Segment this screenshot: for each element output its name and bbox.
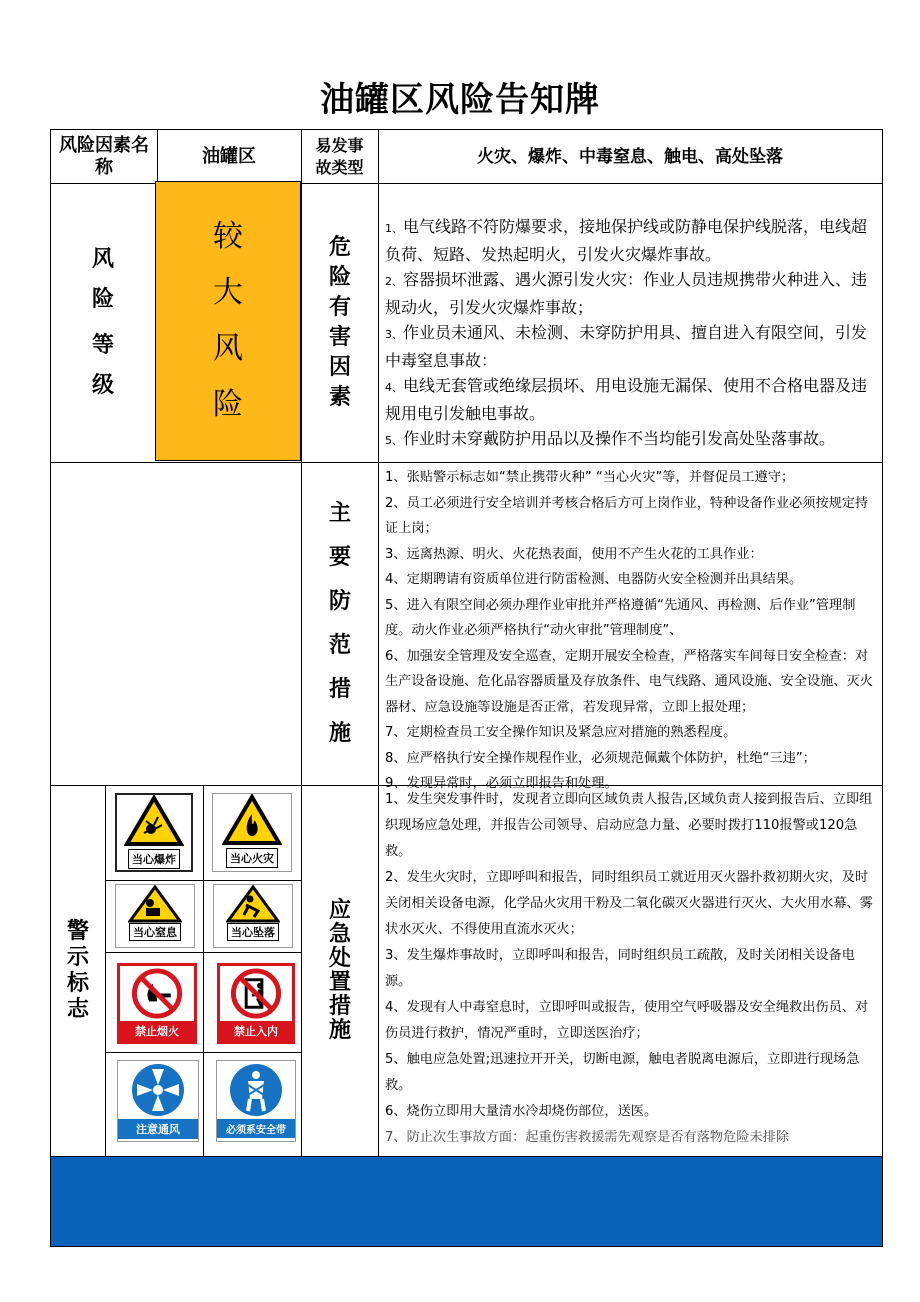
sign-suffocation: 当心窒息 bbox=[115, 884, 195, 948]
sign-fall: 当心坠落 bbox=[213, 884, 293, 948]
accident-type-value: 火灾、爆炸、中毒窒息、触电、高处坠落 bbox=[477, 146, 783, 167]
accident-type-label: 易发事故类型 bbox=[315, 135, 364, 177]
ventilation-icon bbox=[128, 1061, 188, 1119]
measures-label: 主 要 防 范 措 施 bbox=[328, 501, 351, 746]
sign-ventilation: 注意通风 bbox=[117, 1060, 199, 1142]
list-item: 2、容器损坏泄露、遇火源引发火灾：作业人员违规携带火种进入、违规动火，引发火灾爆炸事故； bbox=[385, 270, 868, 317]
list-item: 5、触电应急处置;迅速拉开开关，切断电源，触电者脱离电源后，立即进行现场急救。 bbox=[385, 1052, 860, 1093]
list-item: 1、电气线路不符防爆要求，接地保护线或防静电保护线脱落，电线超负荷、短路、发热起明火，引发火灾爆炸事故。 bbox=[385, 217, 868, 264]
warning-signs-label: 警 示 标 志 bbox=[66, 919, 89, 1022]
col-divider bbox=[203, 785, 204, 1156]
hazards-label: 危 险 有 害 因 素 bbox=[328, 234, 351, 410]
page-title: 油罐区风险告知牌 bbox=[320, 80, 600, 120]
risk-notice-board bbox=[50, 129, 883, 1247]
list-item: 7、定期检查员工安全操作知识及紧急应对措施的熟悉程度。 bbox=[385, 725, 737, 740]
risk-level-label: 风 险 等 级 bbox=[91, 246, 114, 398]
list-item: 3、远离热源、明火、火花热表面，使用不产生火花的工具作业： bbox=[385, 546, 763, 562]
sign-divider bbox=[105, 880, 302, 881]
no-entry-icon bbox=[226, 966, 286, 1021]
hazards-list bbox=[385, 214, 880, 454]
sign-explosion: 当心爆炸 bbox=[115, 793, 193, 872]
list-item: 1、发生突发事件时，发现者立即向区域负责人报告,区域负责人接到报告后、立即组织现场应急处理，并报告公司领导、启动应急力量、必要时拨打110报警或120急救。 bbox=[385, 792, 873, 859]
emergency-label: 应 急 处 置 措 施 bbox=[328, 898, 351, 1043]
list-item: 8、应严格执行安全操作规程作业，必须规范佩戴个体防护，杜绝“三违”； bbox=[385, 750, 816, 766]
sign-divider bbox=[105, 952, 302, 953]
measures-list bbox=[385, 465, 881, 797]
explosion-warning-icon bbox=[124, 795, 184, 847]
row-divider bbox=[51, 462, 882, 463]
no-fire-icon bbox=[127, 966, 187, 1021]
fire-warning-icon bbox=[222, 794, 282, 846]
list-item: 4、发现有人中毒窒息时，立即呼叫或报告，使用空气呼吸器及安全绳救出伤员、对伤员进行救护，情况严重时，立即送医治疗； bbox=[385, 1000, 869, 1041]
list-item: 5、作业时未穿戴防护用品以及操作不当均能引发高处坠落事故。 bbox=[385, 429, 836, 448]
emergency-list bbox=[385, 787, 881, 1151]
risk-level-value: 较 大 风 险 bbox=[155, 181, 301, 461]
list-item: 6、烧伤立即用大量清水冷却烧伤部位，送医。 bbox=[385, 1104, 658, 1119]
list-item: 9、发现异常时，必须立即报告和处理。 bbox=[385, 776, 618, 791]
safety-belt-icon bbox=[226, 1061, 286, 1119]
list-item: 4、定期聘请有资质单位进行防雷检测、电器防火安全检测并出具结果。 bbox=[385, 572, 803, 587]
sign-fire: 当心火灾 bbox=[212, 793, 292, 872]
list-item: 7、防止次生事故方面：起重伤害救援需先观察是否有落物危险未排除 bbox=[385, 1130, 790, 1145]
col-divider bbox=[378, 130, 379, 1156]
col-divider bbox=[105, 785, 106, 1156]
factor-name-value: 油罐区 bbox=[202, 145, 256, 167]
list-item: 3、发生爆炸事故时，立即呼叫和报告，同时组织员工疏散，及时关闭相关设备电源。 bbox=[385, 948, 855, 989]
sign-safety-belt: 必须系安全带 bbox=[216, 1060, 296, 1142]
sign-divider bbox=[105, 1052, 302, 1053]
list-item: 6、加强安全管理及安全巡查，定期开展安全检查，严格落实车间每日安全检查：对生产设备设施、危化品容器质量及存放条件、电气线路、通风设施、安全设施、灭火器材、应急设施等设施是否正常，若发现异常，立即上报处理； bbox=[385, 648, 873, 715]
suffocation-warning-icon bbox=[128, 885, 182, 923]
fall-warning-icon bbox=[226, 885, 280, 923]
sign-no-fire: 禁止烟火 bbox=[117, 963, 197, 1044]
list-item: 5、进入有限空间必须办理作业审批并严格遵循“先通风、再检测、后作业”管理制度。动火作业必须严格执行“动火审批”管理制度”、 bbox=[385, 597, 856, 638]
list-item: 2、发生火灾时，立即呼叫和报告，同时组织员工就近用灭火器扑救初期火灾，及时关闭相关设备电源，化学品火灾用干粉及二氧化碳灭火器进行灭火、大火用水幕、雾状水灭火、不得使用直流水灭火； bbox=[385, 870, 873, 937]
factor-name-label: 风险因素名称 bbox=[59, 134, 149, 178]
sign-no-entry: 禁止入内 bbox=[217, 963, 295, 1044]
footer-bar bbox=[51, 1157, 882, 1246]
list-item: 2、员工必须进行安全培训并考核合格后方可上岗作业，特种设备作业必须按规定持证上岗； bbox=[385, 495, 869, 536]
list-item: 4、电线无套管或绝缘层损坏、用电设施无漏保、使用不合格电器及违规用电引发触电事故。 bbox=[385, 376, 868, 423]
list-item: 1、张贴警示标志如“禁止携带火种” “当心火灾”等，并督促员工遵守； bbox=[385, 470, 795, 485]
list-item: 3、作业员未通风、未检测、未穿防护用具、擅自进入有限空间，引发中毒窒息事故： bbox=[385, 323, 868, 370]
